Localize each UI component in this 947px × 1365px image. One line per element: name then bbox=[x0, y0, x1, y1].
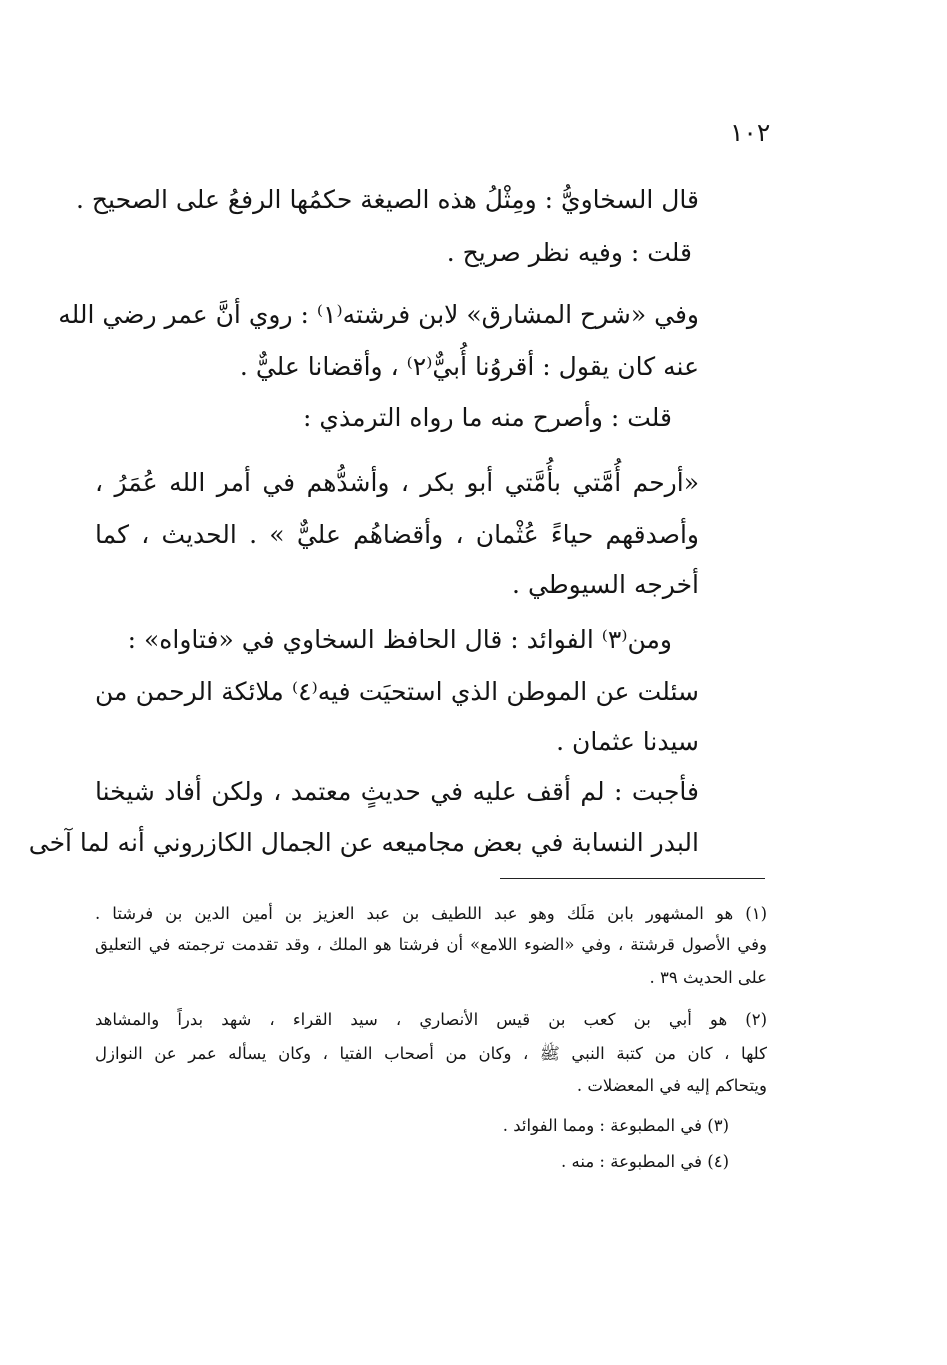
footnote-line-1: (١) هو المشهور بابن مَلَك وهو عبد اللطيف بن عبد العزيز بن أمين الدين بن فرشتا . bbox=[95, 904, 767, 923]
body-line-8: أخرجه السيوطي . bbox=[512, 570, 699, 599]
body-line-5: قلت : وأصرح منه ما رواه الترمذي : bbox=[303, 403, 672, 432]
body-line-12: فأجبت : لم أقف عليه في حديثٍ معتمد ، ولكن أفاد شيخنا bbox=[95, 777, 699, 806]
body-line-13: البدر النسابة في بعض مجاميعه عن الجمال الكازروني أنه لما آخى bbox=[28, 828, 699, 857]
body-line-11: سيدنا عثمان . bbox=[556, 727, 699, 756]
body-line-9: ومن⁽٣⁾ الفوائد : قال الحافظ السخاوي في «فتاواه» : bbox=[127, 625, 672, 654]
body-line-7: وأصدقهم حياءً عُثْمان ، وأقضاهُم عليٌّ » . الحديث ، كما bbox=[95, 520, 699, 549]
footnote-line-5: كلها ، كان من كتبة النبي ﷺ ، وكان من أصحاب الفتيا ، وكان يسأله عمر عن النوازل bbox=[95, 1044, 767, 1063]
body-line-2: قلت : وفيه نظر صريح . bbox=[446, 238, 692, 267]
footnote-line-7: (٣) في المطبوعة : ومما الفوائد . bbox=[502, 1116, 729, 1135]
page-number: ١٠٢ bbox=[730, 118, 771, 147]
footnote-line-6: ويتحاكم إليه في المعضلات . bbox=[576, 1076, 767, 1095]
footnote-line-8: (٤) في المطبوعة : منه . bbox=[561, 1152, 729, 1171]
body-line-3: وفي «شرح المشارق» لابن فرشته⁽١⁾ : روي أنَّ عمر رضي الله bbox=[58, 300, 699, 329]
body-line-6: «أرحم أُمَّتي بأُمَّتي أبو بكر ، وأشدُّهم في أمر الله عُمَرُ ، bbox=[95, 468, 699, 497]
body-line-1: قال السخاويُّ : ومِثْلُ هذه الصيغة حكمُها الرفعُ على الصحيح . bbox=[76, 185, 699, 214]
body-line-4: عنه كان يقول : أقروُنا أُبيٌّ⁽٢⁾ ، وأقضانا عليٌّ . bbox=[239, 352, 699, 381]
footnote-line-3: على الحديث ٣٩ . bbox=[649, 968, 767, 987]
footnote-line-2: وفي الأصول قرشتة ، وفي «الضوء اللامع» أن فرشتا هو الملك ، وقد تقدمت ترجمته في التعليق bbox=[95, 935, 767, 954]
footnote-divider bbox=[500, 878, 765, 879]
body-line-10: سئلت عن الموطن الذي استحيَت فيه⁽٤⁾ ملائكة الرحمن من bbox=[95, 677, 699, 706]
footnote-line-4: (٢) هو أبي بن كعب بن قيس الأنصاري ، سيد القراء ، شهد بدراً والمشاهد bbox=[95, 1010, 767, 1029]
